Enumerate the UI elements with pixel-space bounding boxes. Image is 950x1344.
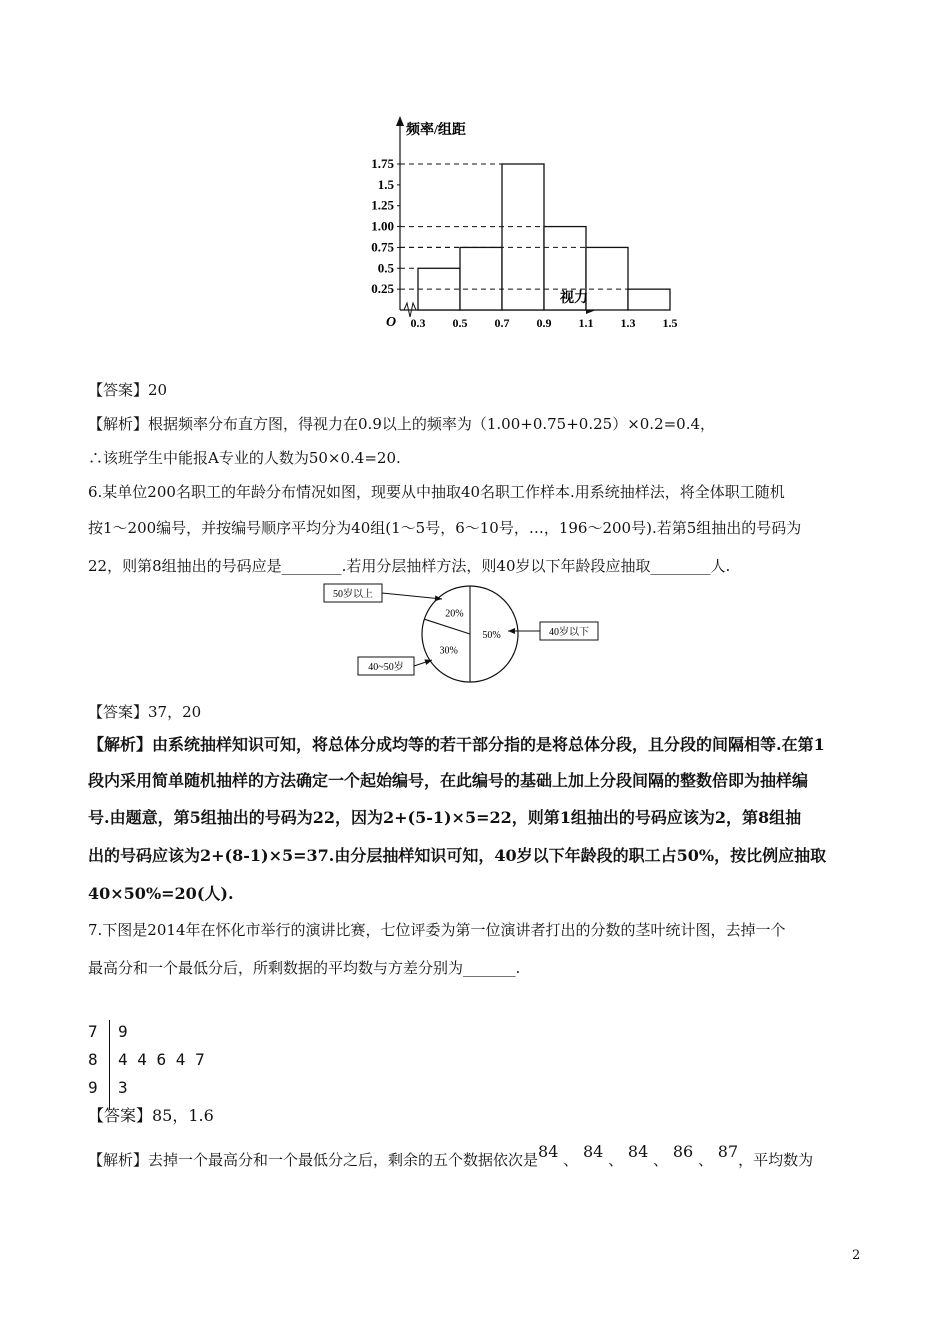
q5-analysis-line-1: 【解析】根据频率分布直方图，得视力在0.9以上的频率为（1.00+0.75+0.25）×0.2=0.4， — [88, 415, 716, 433]
q6-analysis-line-1: 【解析】由系统抽样知识可知，将总体分成均等的若干部分指的是将总体分段，且分段的间隔相等.在第1 — [88, 735, 825, 754]
x-tick-label: 1.3 — [620, 316, 636, 330]
y-tick-label: 0.75 — [371, 239, 394, 255]
q7-value-1: 84 — [538, 1142, 559, 1161]
vision-histogram — [360, 110, 678, 340]
leaf-values: 4 4 6 4 7 — [118, 1050, 205, 1069]
x-tick-label: 0.7 — [494, 316, 510, 330]
stem-row — [88, 1074, 205, 1102]
age-pie-chart — [320, 582, 620, 692]
stem-row — [88, 1018, 205, 1046]
q7-analysis-prefix: 【解析】去掉一个最高分和一个最低分之后，剩余的五个数据依次是 — [88, 1151, 539, 1169]
q6-line-3: 22，则第8组抽出的号码应是________.若用分层抽样方法，则40岁以下年龄段应抽取________人. — [88, 557, 731, 575]
q7-value-2: 84 — [582, 1142, 604, 1161]
q7-analysis-suffix: ，平均数为 — [738, 1151, 814, 1169]
x-axis-label: 视力 — [560, 291, 588, 306]
q7-answer: 【答案】85，1.6 — [88, 1106, 214, 1125]
q6-analysis-line-5: 40×50%=20(人). — [88, 884, 234, 903]
q7-value-4: 86 — [672, 1142, 694, 1161]
q6-answer: 【答案】37，20 — [88, 703, 202, 721]
stem-value: 7 — [88, 1022, 98, 1041]
stem-value: 9 — [88, 1078, 98, 1097]
histogram-bar — [628, 289, 670, 310]
x-tick-label: 1.5 — [662, 316, 678, 330]
q7-sep: 、 — [608, 1151, 624, 1169]
stem-divider — [109, 1020, 110, 1110]
q7-value-5: 87 — [717, 1142, 739, 1161]
q5-answer: 【答案】20 — [88, 381, 168, 399]
x-tick-label: 1.1 — [578, 316, 594, 330]
callout-label: 50岁以上 — [333, 589, 373, 600]
page-number: 2 — [852, 1248, 861, 1263]
x-tick-label: 0.3 — [410, 316, 426, 330]
q6-analysis-line-2: 段内采用简单随机抽样的方法确定一个起始编号，在此编号的基础上加上分段间隔的整数倍即为抽样编 — [88, 771, 809, 790]
q6-line-1: 6.某单位200名职工的年龄分布情况如图，现要从中抽取40名职工作样本.用系统抽样法，将全体职工随机 — [88, 483, 785, 501]
y-axis-arrow — [396, 116, 404, 126]
pie-slice-label: 20% — [445, 608, 464, 620]
q7-line-2: 最高分和一个最低分后，所剩数据的平均数与方差分别为_______. — [88, 959, 521, 977]
callout-label: 40岁以下 — [549, 627, 589, 638]
y-tick-label: 1.5 — [377, 176, 394, 192]
leaf-values: 9 — [118, 1022, 128, 1041]
x-tick-label: 0.5 — [452, 316, 468, 330]
callout-label: 40~50岁 — [368, 662, 404, 673]
stem-row — [88, 1046, 205, 1074]
y-tick-label: 1.25 — [371, 197, 394, 213]
q7-sep: 、 — [697, 1151, 713, 1169]
q6-analysis-line-3: 号.由题意，第5组抽出的号码为22，因为2+(5-1)×5=22，则第1组抽出的号码应该为2，第8组抽 — [88, 808, 802, 827]
x-tick-label: 0.9 — [536, 316, 552, 330]
q6-analysis-line-4: 出的号码应该为2+(8-1)×5=37.由分层抽样知识可知，40岁以下年龄段的职工占50%，按比例应抽取 — [88, 846, 827, 865]
y-tick-label: 0.5 — [377, 260, 394, 276]
leaf-values: 3 — [118, 1078, 128, 1097]
y-tick-label: 0.25 — [371, 281, 394, 297]
stem-value: 8 — [88, 1050, 98, 1069]
origin-label: O — [386, 315, 397, 330]
histogram-bar — [502, 164, 544, 310]
stem-leaf-plot — [88, 1018, 205, 1102]
callout-arrow-line — [382, 593, 442, 599]
pie-slice-label: 50% — [482, 630, 501, 641]
q7-analysis — [88, 1142, 814, 1170]
y-tick-label: 1.75 — [371, 156, 394, 171]
q7-sep: 、 — [563, 1151, 579, 1169]
q7-line-1: 7.下图是2014年在怀化市举行的演讲比赛，七位评委为第一位演讲者打出的分数的茎叶统计图，去掉一个 — [88, 921, 786, 939]
pie-slice-label: 30% — [439, 645, 458, 657]
q5-analysis-line-2: ∴该班学生中能报A专业的人数为50×0.4=20. — [88, 449, 401, 467]
y-tick-label: 1.00 — [371, 218, 394, 234]
y-axis-label: 频率/组距 — [406, 123, 466, 138]
histogram-bar — [586, 247, 628, 310]
q7-value-3: 84 — [627, 1142, 649, 1161]
histogram-bar — [460, 247, 502, 310]
q6-line-2: 按1～200编号，并按编号顺序平均分为40组(1～5号，6～10号，…，196～200号).若第5组抽出的号码为 — [88, 519, 802, 537]
q7-sep: 、 — [653, 1151, 669, 1169]
